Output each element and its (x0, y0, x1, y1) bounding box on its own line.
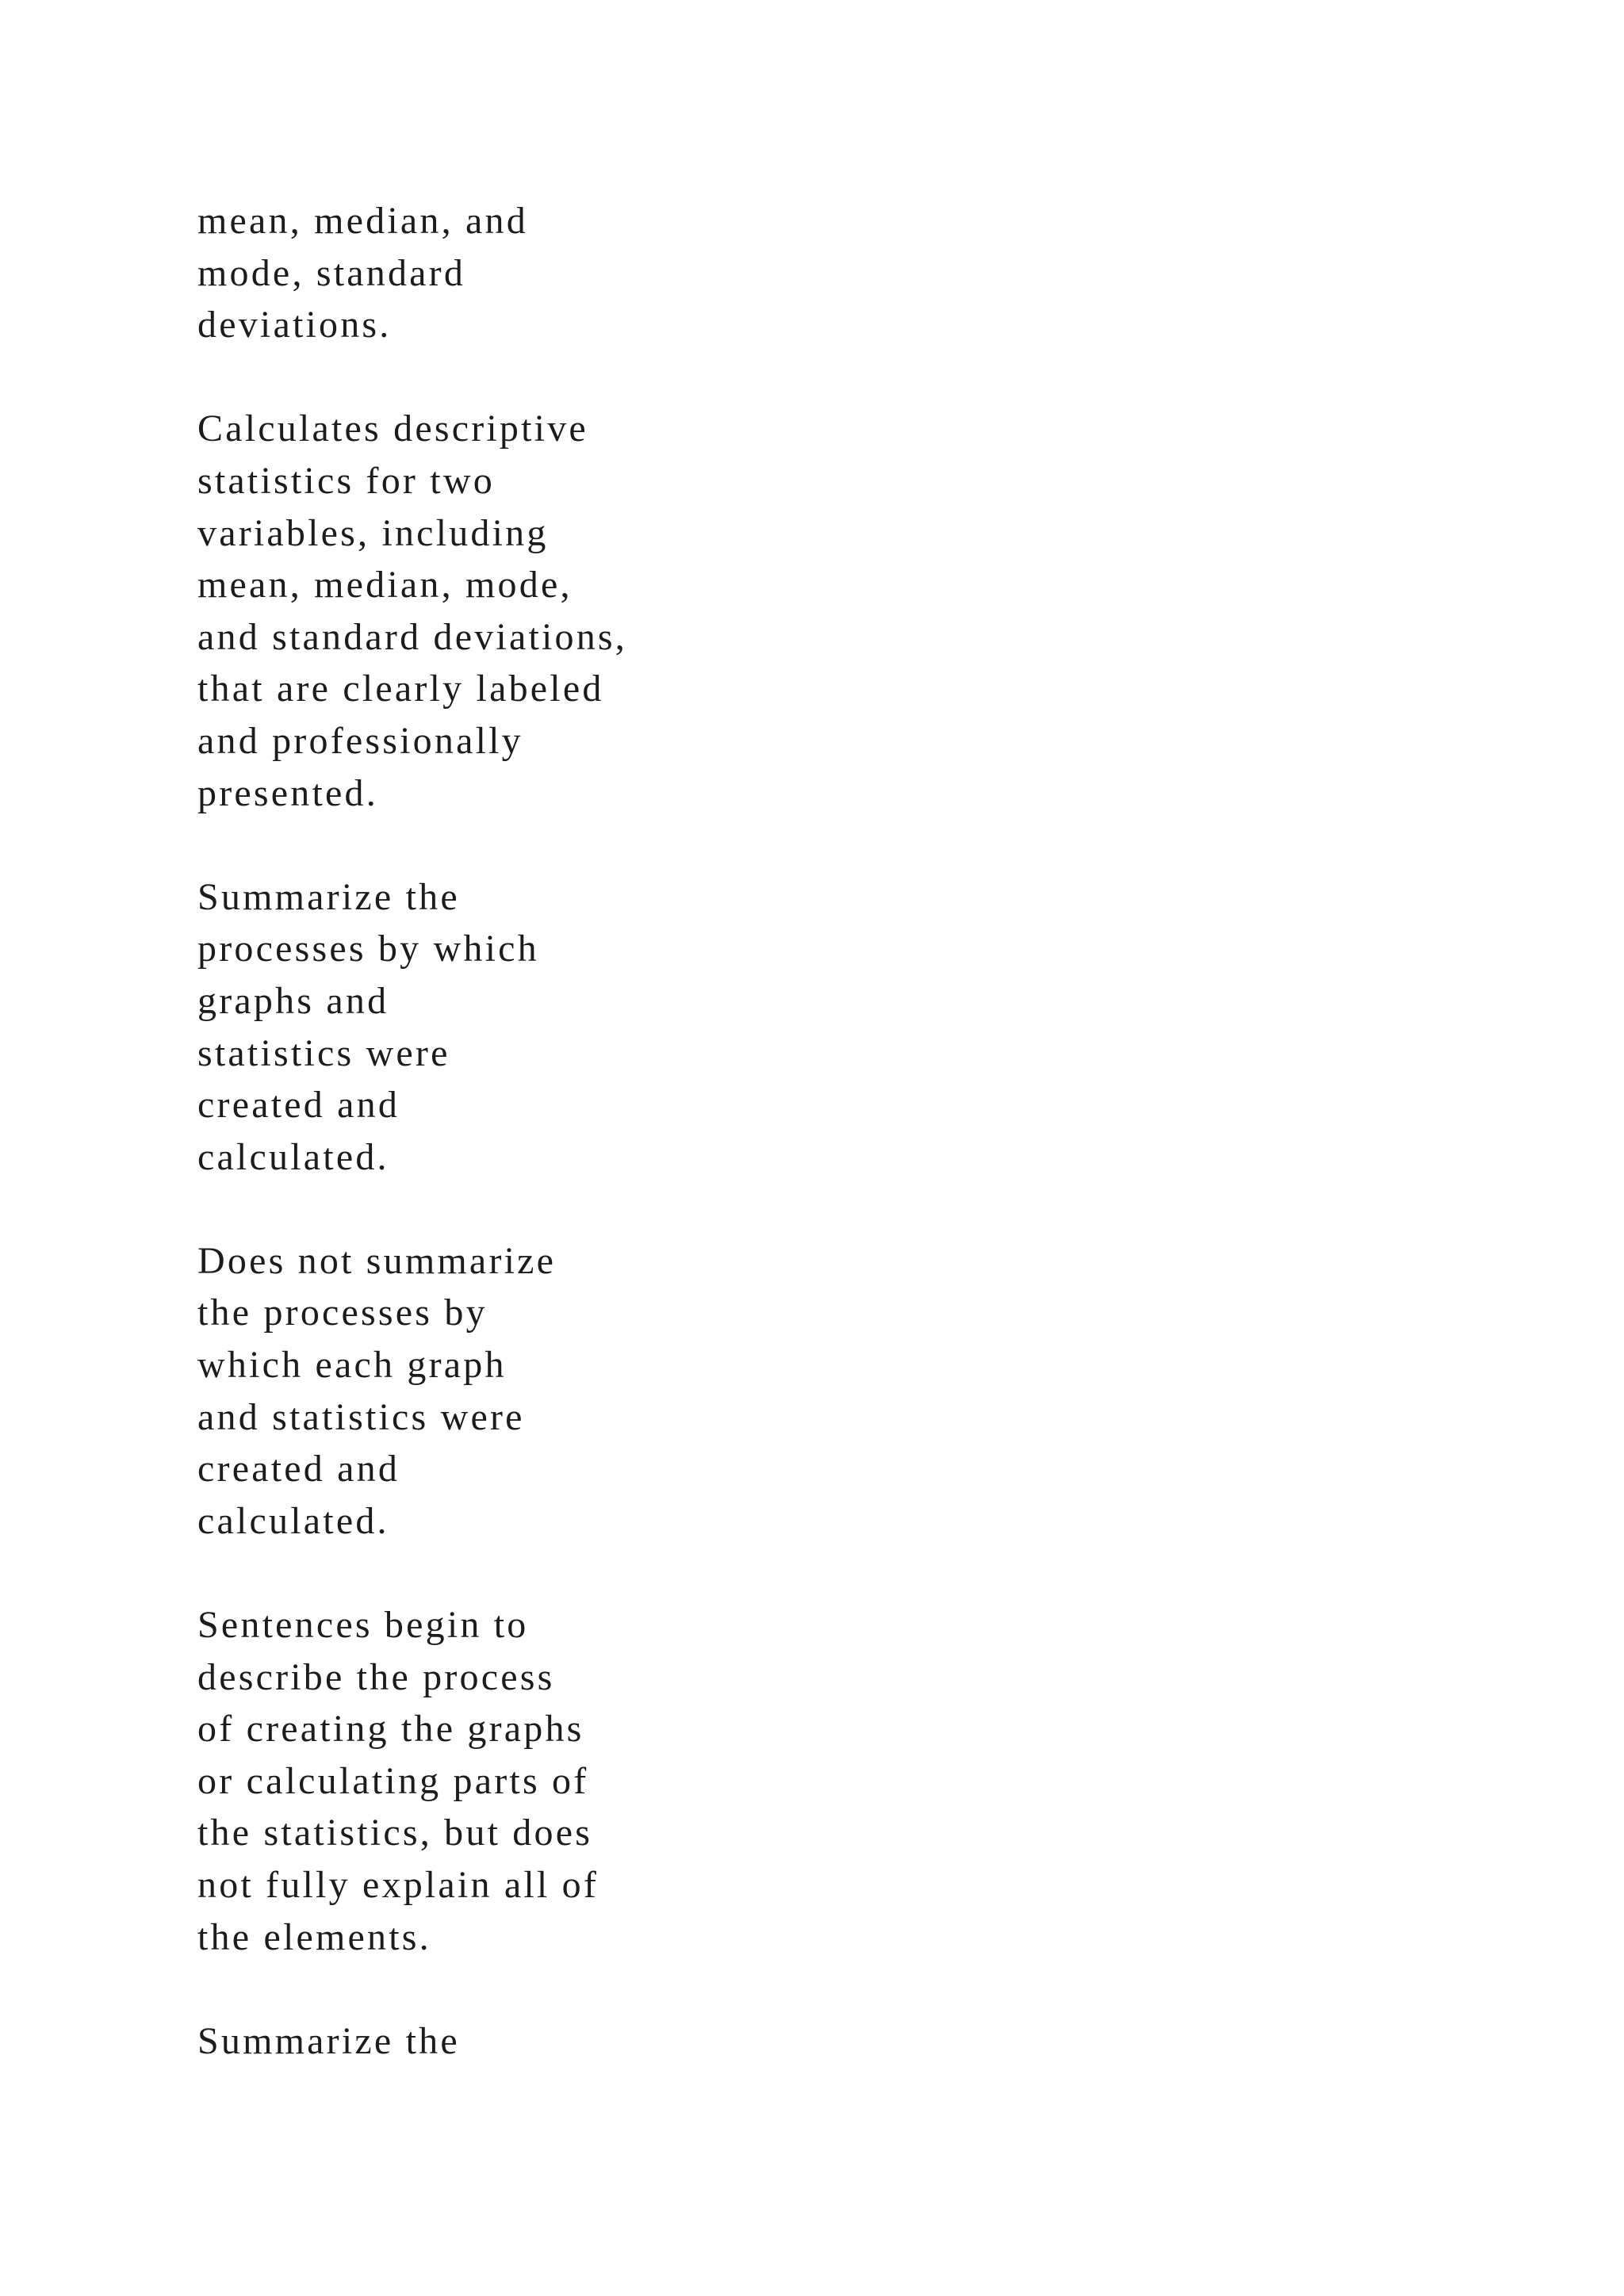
text-line: Sentences begin to (197, 1604, 529, 1647)
text-line: and statistics were (197, 1395, 525, 1438)
text-line: the processes by (197, 1292, 488, 1334)
text-line: Summarize the (197, 875, 460, 918)
text-line: the elements. (197, 1915, 431, 1958)
text-line: calculated. (197, 1135, 389, 1178)
paragraph (197, 403, 990, 819)
text-line: statistics for two (197, 459, 495, 502)
text-line: mean, median, mode, (197, 564, 573, 607)
text-line: Does not summarize (197, 1239, 557, 1282)
text-line: mode, standard (197, 251, 466, 294)
text-line: created and (197, 1084, 400, 1127)
text-line: which each graph (197, 1344, 507, 1387)
text-line: Summarize the (197, 2019, 460, 2062)
text-line: that are clearly labeled (197, 668, 604, 710)
text-column (197, 195, 990, 2119)
paragraph (197, 871, 990, 1184)
text-line: or calculating parts of (197, 1759, 589, 1802)
text-line: presented. (197, 771, 378, 814)
text-line: mean, median, and (197, 200, 528, 242)
paragraph (197, 2015, 990, 2068)
text-line: processes by which (197, 928, 539, 970)
paragraph (197, 1599, 990, 1963)
text-line: graphs and (197, 979, 389, 1022)
text-line: variables, including (197, 511, 549, 554)
text-line: calculated. (197, 1499, 389, 1542)
text-line: and professionally (197, 719, 523, 762)
text-line: describe the process (197, 1655, 555, 1698)
text-line: statistics were (197, 1031, 450, 1074)
text-line: and standard deviations, (197, 615, 628, 658)
text-line: not fully explain all of (197, 1864, 599, 1906)
text-line: of creating the graphs (197, 1708, 584, 1751)
paragraph (197, 1235, 990, 1548)
text-line: created and (197, 1448, 400, 1490)
text-line: the statistics, but does (197, 1812, 593, 1854)
text-line: deviations. (197, 304, 392, 346)
paragraph (197, 195, 990, 351)
text-line: Calculates descriptive (197, 408, 588, 450)
